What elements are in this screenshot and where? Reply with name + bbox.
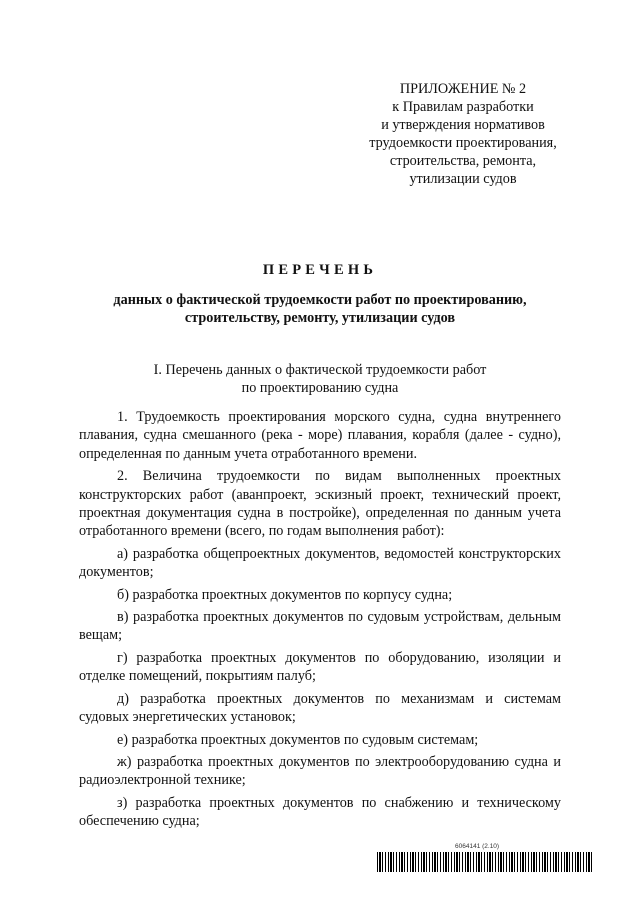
section-line: по проектированию судна: [241, 379, 399, 396]
list-item: а) разработка общепроектных документов, ведомостей конструкторских документов;: [79, 545, 561, 581]
barcode: [377, 852, 593, 872]
appendix-line: к Правилам разработки: [392, 99, 534, 115]
barcode-code: 6064141 (2.10): [455, 843, 500, 850]
appendix-line: утилизации судов: [409, 171, 517, 187]
appendix-line: трудоемкости проектирования,: [369, 135, 557, 151]
section-line: I. Перечень данных о фактической трудоемкости работ: [153, 362, 487, 378]
list-item: б) разработка проектных документов по корпусу судна;: [117, 586, 453, 603]
subtitle-line: строительству, ремонту, утилизации судов: [184, 309, 456, 326]
document-subtitle: [60, 292, 580, 327]
appendix-line: ПРИЛОЖЕНИЕ № 2: [399, 81, 527, 97]
appendix-header: [345, 80, 581, 188]
document-body: [79, 408, 561, 831]
list-item: ж) разработка проектных документов по электрооборудованию судна и радиоэлектронной технике;: [79, 753, 561, 789]
paragraph: 1. Трудоемкость проектирования морского судна, судна внутреннего плавания, судна смешанного (река - море) плавания, корабля (далее - судно), определенная по данным учета отработанного времени.: [79, 409, 561, 462]
paragraph: 2. Величина трудоемкости по видам выполненных проектных конструкторских работ (аванпроект, эскизный проект, технический проект, проектная документация судна в постройке), определенная по данным учета отработанного времени (всего, по годам выполнения работ):: [79, 468, 561, 540]
list-item: д) разработка проектных документов по механизмам и системам судовых энергетических установок;: [79, 690, 561, 726]
document-title: ПЕРЕЧЕНЬ: [262, 262, 378, 278]
appendix-line: строительства, ремонта,: [389, 153, 537, 169]
list-item: з) разработка проектных документов по снабжению и техническому обеспечению судна;: [79, 794, 561, 830]
subtitle-line: данных о фактической трудоемкости работ по проектированию,: [113, 292, 527, 308]
section-heading: [60, 362, 580, 397]
appendix-line: и утверждения нормативов: [381, 117, 545, 133]
list-item: в) разработка проектных документов по судовым устройствам, дельным вещам;: [79, 609, 561, 644]
list-item: г) разработка проектных документов по оборудованию, изоляции и отделке помещений, покрытиям палуб;: [79, 649, 561, 685]
list-item: е) разработка проектных документов по судовым системам;: [117, 731, 479, 748]
